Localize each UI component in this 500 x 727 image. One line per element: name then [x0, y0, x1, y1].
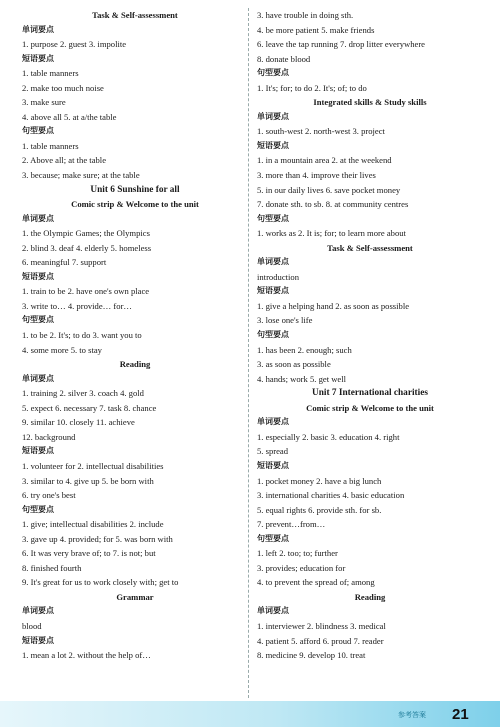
- section-label: 句型要点: [22, 126, 54, 136]
- section-heading: Integrated skills & Study skills: [313, 97, 427, 108]
- answer-line: 4. be more patient 5. make friends: [257, 24, 375, 35]
- answer-line: 7. donate sth. to sb. 8. at community centres: [257, 199, 409, 210]
- answer-line: 8. medicine 9. develop 10. treat: [257, 650, 366, 661]
- section-label: 短语要点: [257, 460, 289, 470]
- section-label: 单词要点: [257, 257, 289, 267]
- section-label: 句型要点: [22, 504, 54, 514]
- section-label: 单词要点: [22, 606, 54, 616]
- answer-line: 6. try one's best: [22, 490, 76, 501]
- answer-line: 8. finished fourth: [22, 562, 82, 573]
- section-heading: Comic strip & Welcome to the unit: [71, 199, 199, 210]
- section-label: 单词要点: [257, 417, 289, 427]
- section-label: 句型要点: [257, 213, 289, 223]
- answer-line: 4. some more 5. to stay: [22, 344, 102, 355]
- answer-line: introduction: [257, 271, 300, 282]
- answer-line: 5. spread: [257, 446, 289, 457]
- answer-line: 1. train to be 2. have one's own place: [22, 286, 150, 297]
- answer-line: 1. works as 2. It is; for; to learn more about: [257, 228, 406, 239]
- answer-line: 1. purpose 2. guest 3. impolite: [22, 39, 127, 50]
- section-heading: Comic strip & Welcome to the unit: [306, 402, 434, 413]
- answer-line: 3. make sure: [22, 97, 66, 108]
- answer-line: 3. provides; education for: [257, 562, 346, 573]
- answer-line: 6. leave the tap running 7. drop litter everywhere: [257, 39, 425, 50]
- footer-band: [0, 701, 500, 727]
- page-number: 21: [452, 706, 469, 723]
- section-label: 短语要点: [22, 271, 54, 281]
- answer-line: 1. especially 2. basic 3. education 4. right: [257, 431, 400, 442]
- answer-line: 4. patient 5. afford 6. proud 7. reader: [257, 635, 384, 646]
- answer-line: 3. similar to 4. give up 5. be born with: [22, 475, 154, 486]
- answer-line: 1. give a helping hand 2. as soon as possible: [257, 300, 410, 311]
- answer-line: 2. Above all; at the table: [22, 155, 107, 166]
- answer-line: 1. in a mountain area 2. at the weekend: [257, 155, 392, 166]
- section-label: 句型要点: [257, 330, 289, 340]
- section-heading: Task & Self-assessment: [327, 242, 413, 253]
- right-column: [257, 8, 483, 663]
- answer-line: 1. table manners: [22, 68, 79, 79]
- column-divider: [248, 8, 249, 698]
- answer-line: 5. equal rights 6. provide sth. for sb.: [257, 504, 382, 515]
- unit-heading: Unit 7 International charities: [312, 388, 428, 399]
- answer-line: 3. write to… 4. provide… for…: [22, 300, 133, 311]
- section-label: 短语要点: [257, 140, 289, 150]
- section-label: 单词要点: [22, 24, 54, 34]
- answer-line: 3. international charities 4. basic education: [257, 490, 405, 501]
- answer-line: 3. gave up 4. provided; for 5. was born with: [22, 533, 173, 544]
- answer-line: 1. south-west 2. north-west 3. project: [257, 126, 385, 137]
- section-label: 单词要点: [257, 111, 289, 121]
- section-label: 单词要点: [22, 373, 54, 383]
- section-label: 短语要点: [257, 286, 289, 296]
- section-heading: Grammar: [116, 591, 154, 602]
- section-heading: Task & Self-assessment: [92, 10, 178, 20]
- footer-label: 参考答案: [398, 711, 426, 719]
- answer-line: 8. donate blood: [257, 53, 311, 64]
- answer-line: 7. prevent…from…: [257, 519, 326, 530]
- answer-line: 3. have trouble in doing sth.: [257, 10, 354, 20]
- answer-line: 6. It was very brave of; to 7. is not; but: [22, 548, 156, 559]
- answer-line: 4. above all 5. at a/the table: [22, 111, 117, 122]
- section-heading: Reading: [119, 359, 151, 370]
- section-label: 短语要点: [22, 446, 54, 456]
- answer-line: 1. interviewer 2. blindness 3. medical: [257, 620, 386, 631]
- answer-line: 2. make too much noise: [22, 82, 104, 93]
- answer-line: 6. meaningful 7. support: [22, 257, 107, 268]
- answer-line: 1. give; intellectual disabilities 2. include: [22, 519, 164, 530]
- answer-line: 3. more than 4. improve their lives: [257, 170, 376, 181]
- answer-line: 1. table manners: [22, 140, 79, 151]
- answer-line: 1. pocket money 2. have a big lunch: [257, 475, 382, 486]
- left-column: [22, 8, 248, 663]
- section-label: 单词要点: [22, 213, 54, 223]
- unit-heading: Unit 6 Sunshine for all: [90, 184, 180, 195]
- answer-line: 2. blind 3. deaf 4. elderly 5. homeless: [22, 242, 152, 253]
- answer-line: 3. lose one's life: [257, 315, 313, 326]
- answer-line: 1. training 2. silver 3. coach 4. gold: [22, 388, 144, 399]
- answer-line: 3. as soon as possible: [257, 359, 331, 370]
- answer-line: 3. because; make sure; at the table: [22, 170, 140, 181]
- answer-line: 9. It's great for us to work closely with; get to: [22, 577, 179, 588]
- section-label: 单词要点: [257, 606, 289, 616]
- answer-line: blood: [22, 620, 42, 631]
- answer-line: 1. mean a lot 2. without the help of…: [22, 650, 151, 661]
- section-label: 短语要点: [22, 53, 54, 63]
- answer-line: 4. hands; work 5. get well: [257, 373, 347, 384]
- answer-line: 1. left 2. too; to; further: [257, 548, 338, 559]
- section-heading: Reading: [354, 591, 386, 602]
- section-label: 句型要点: [22, 315, 54, 325]
- answer-line: 1. to be 2. It's; to do 3. want you to: [22, 330, 142, 341]
- answer-line: 9. similar 10. closely 11. achieve: [22, 417, 135, 428]
- section-label: 句型要点: [257, 68, 289, 78]
- answer-line: 1. volunteer for 2. intellectual disabilities: [22, 460, 164, 471]
- answer-line: 4. to prevent the spread of; among: [257, 577, 375, 588]
- answer-line: 1. the Olympic Games; the Olympics: [22, 228, 150, 239]
- section-label: 句型要点: [257, 533, 289, 543]
- answer-line: 5. expect 6. necessary 7. task 8. chance: [22, 402, 157, 413]
- answer-line: 1. It's; for; to do 2. It's; of; to do: [257, 82, 367, 93]
- answer-line: 5. in our daily lives 6. save pocket money: [257, 184, 401, 195]
- answer-line: 12. background: [22, 431, 76, 442]
- section-label: 短语要点: [22, 635, 54, 645]
- answer-line: 1. has been 2. enough; such: [257, 344, 352, 355]
